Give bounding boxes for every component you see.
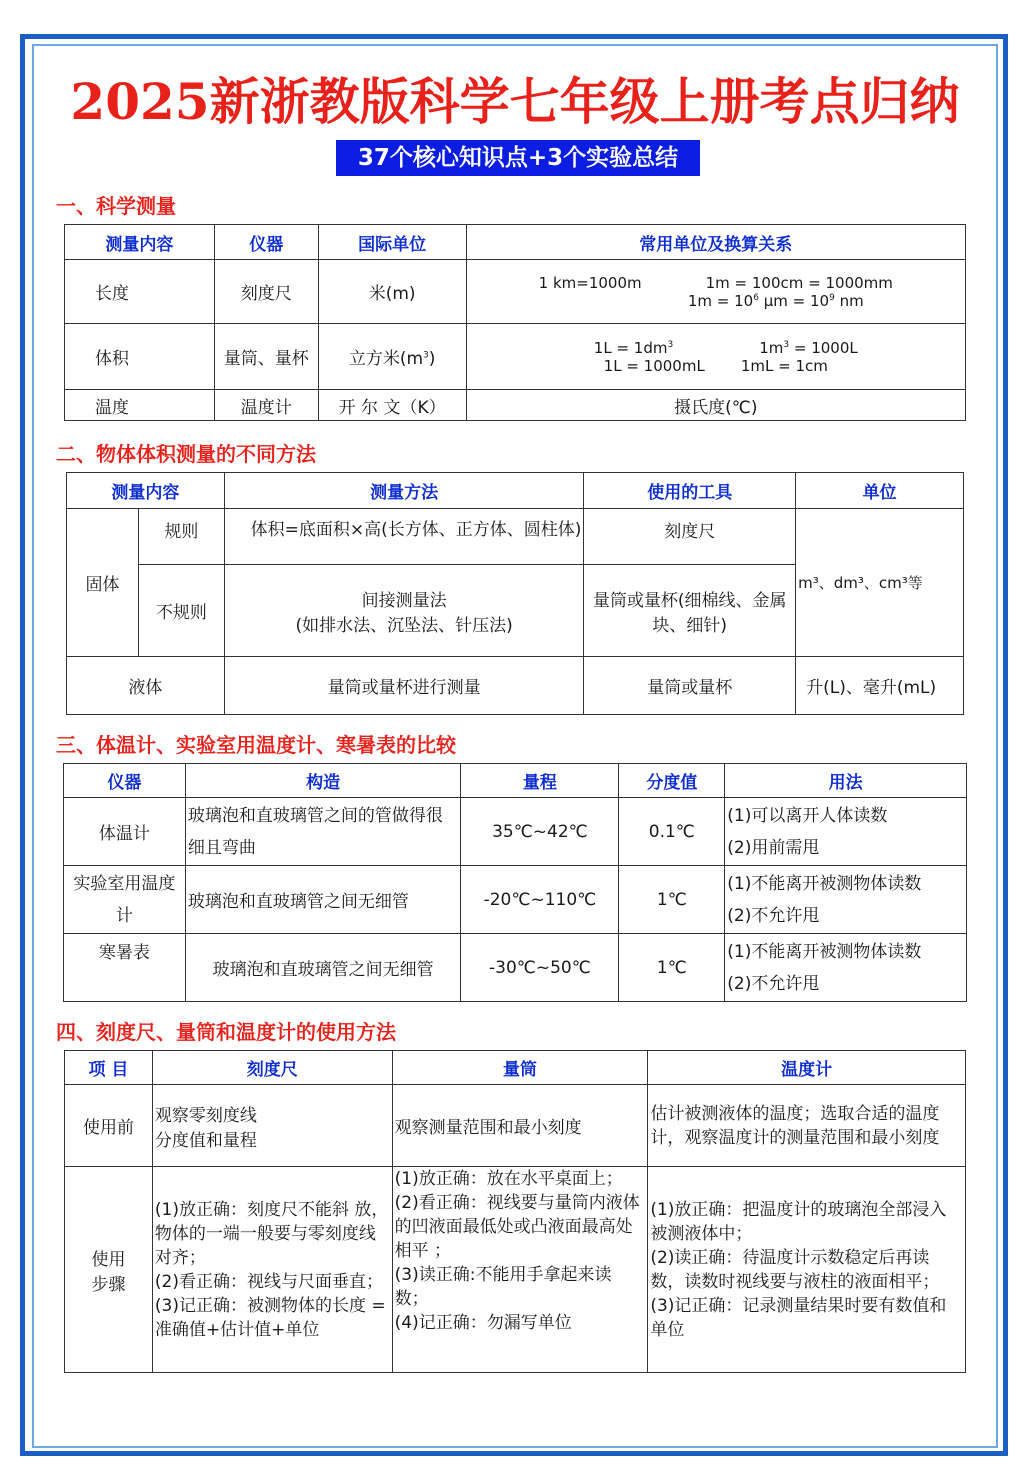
cell-method: 间接测量法 (如排水法、沉坠法、针压法) [224, 565, 584, 657]
cell-structure: 玻璃泡和直玻璃管之间的管做得很细且弯曲 [185, 798, 461, 866]
table-header: 测量方法 [224, 473, 584, 509]
table-row [65, 1167, 966, 1373]
row-label: 使用 步骤 [65, 1167, 153, 1373]
table-row [65, 260, 966, 324]
table-header: 用法 [725, 764, 967, 798]
cell-unit: 开 尔 文（K） [318, 390, 466, 421]
measurement-table [64, 224, 966, 421]
cell-cylinder: (1)放正确：放在水平桌面上； (2)看正确：视线要与量筒内液体的凹液面最低处或凸液面最高处相平 ； (3)读正确:不能用手拿起来读数； (4)记正确：勿漏写单位 [392, 1167, 648, 1373]
cell-usage: (1)不能离开被测物体读数 (2)不允许甩 [725, 866, 967, 934]
cell-tool: 量筒、量杯 [214, 324, 318, 390]
table-row [65, 390, 966, 421]
row-label: 不规则 [138, 565, 224, 657]
usage-method-table [64, 1050, 966, 1373]
table-header: 测量内容 [65, 225, 215, 260]
row-label: 实验室用温度计 [64, 866, 186, 934]
table-header: 常用单位及换算关系 [466, 225, 965, 260]
row-label: 体温计 [64, 798, 186, 866]
table-row [65, 324, 966, 390]
row-group-label: 固体 [67, 509, 139, 657]
cell-unit: 立方米$(m^3)$ [318, 324, 466, 390]
cell-range: -20℃~110℃ [461, 866, 619, 934]
cell-division: 1℃ [619, 866, 725, 934]
cell-cylinder: 观察测量范围和最小刻度 [392, 1085, 648, 1167]
table-header: 仪器 [64, 764, 186, 798]
table-header: 项 目 [65, 1051, 153, 1085]
cell-division: 0.1℃ [619, 798, 725, 866]
table-header: 温度计 [648, 1051, 966, 1085]
cell-method: 体积=底面积×高(长方体、正方体、圆柱体) [224, 509, 584, 565]
cell-tool: 量筒或量杯(细棉线、金属块、细针) [584, 565, 796, 657]
cell-thermometer: 估计被测液体的温度；选取合适的温度计，观察温度计的测量范围和最小刻度 [648, 1085, 966, 1167]
cell-division: 1℃ [619, 934, 725, 1002]
row-label: 使用前 [65, 1085, 153, 1167]
cell-conversion: 1 km=1000m 1m = 100cm = 1000mm $1m = 10^6$ $\mu m = 10^9$ nm [466, 260, 965, 324]
row-label: 温度 [65, 390, 215, 421]
cell-tool: 刻度尺 [214, 260, 318, 324]
cell-ruler: (1)放正确：刻度尺不能斜 放，物体的一端一般要与零刻度线对齐； (2)看正确：视线与尺面垂直； (3)记正确：被测物体的长度 =准确值+估计值+单位 [152, 1167, 392, 1373]
cell-unit: m³、dm³、cm³等 [796, 509, 964, 657]
table-row [64, 934, 967, 1002]
table-header: 测量内容 [67, 473, 225, 509]
table-header: 使用的工具 [584, 473, 796, 509]
cell-range: -30℃~50℃ [461, 934, 619, 1002]
cell-unit: 升(L)、毫升(mL) [796, 657, 964, 715]
section4-heading: 四、刻度尺、量筒和温度计的使用方法 [56, 1020, 396, 1044]
page-subtitle: 37个核心知识点+3个实验总结 [336, 140, 700, 176]
row-label: 寒暑表 [64, 934, 186, 1002]
cell-conversion: $1L = 1dm^3$ $1m^3 = 1000L$ 1L = 1000mL 1mL = 1cm [466, 324, 965, 390]
table-header: 仪器 [214, 225, 318, 260]
table-row [64, 866, 967, 934]
thermometer-compare-table [63, 763, 967, 1002]
table-header: 单位 [796, 473, 964, 509]
section2-heading: 二、物体体积测量的不同方法 [56, 442, 316, 466]
table-row [67, 509, 964, 565]
cell-tool: 量筒或量杯 [584, 657, 796, 715]
row-label: 长度 [65, 260, 215, 324]
row-label: 液体 [67, 657, 225, 715]
table-header: 分度值 [619, 764, 725, 798]
section1-heading: 一、科学测量 [56, 194, 176, 218]
section3-heading: 三、体温计、实验室用温度计、寒暑表的比较 [56, 733, 456, 757]
table-row [64, 798, 967, 866]
cell-structure: 玻璃泡和直玻璃管之间无细管 [185, 866, 461, 934]
cell-usage: (1)不能离开被测物体读数 (2)不允许甩 [725, 934, 967, 1002]
table-header: 国际单位 [318, 225, 466, 260]
table-row [65, 1085, 966, 1167]
cell-method: 量筒或量杯进行测量 [224, 657, 584, 715]
cell-range: 35℃~42℃ [461, 798, 619, 866]
cell-ruler: 观察零刻度线 分度值和量程 [152, 1085, 392, 1167]
page-title: 2025新浙教版科学七年级上册考点归纳 [70, 72, 960, 131]
table-header: 量程 [461, 764, 619, 798]
cell-tool: 刻度尺 [584, 509, 796, 565]
row-label: 体积 [65, 324, 215, 390]
table-header: 量筒 [392, 1051, 648, 1085]
cell-unit: 米(m) [318, 260, 466, 324]
table-header: 构造 [185, 764, 461, 798]
table-header: 刻度尺 [152, 1051, 392, 1085]
table-row [67, 657, 964, 715]
volume-method-table [66, 472, 964, 715]
row-label: 规则 [138, 509, 224, 565]
cell-tool: 温度计 [214, 390, 318, 421]
cell-structure: 玻璃泡和直玻璃管之间无细管 [185, 934, 461, 1002]
cell-usage: (1)可以离开人体读数 (2)用前需甩 [725, 798, 967, 866]
cell-thermometer: (1)放正确：把温度计的玻璃泡全部浸入被测液体中； (2)读正确：待温度计示数稳定后再读数，读数时视线要与液柱的液面相平； (3)记正确：记录测量结果时要有数值和单位 [648, 1167, 966, 1373]
cell-conversion: 摄氏度(℃) [466, 390, 965, 421]
